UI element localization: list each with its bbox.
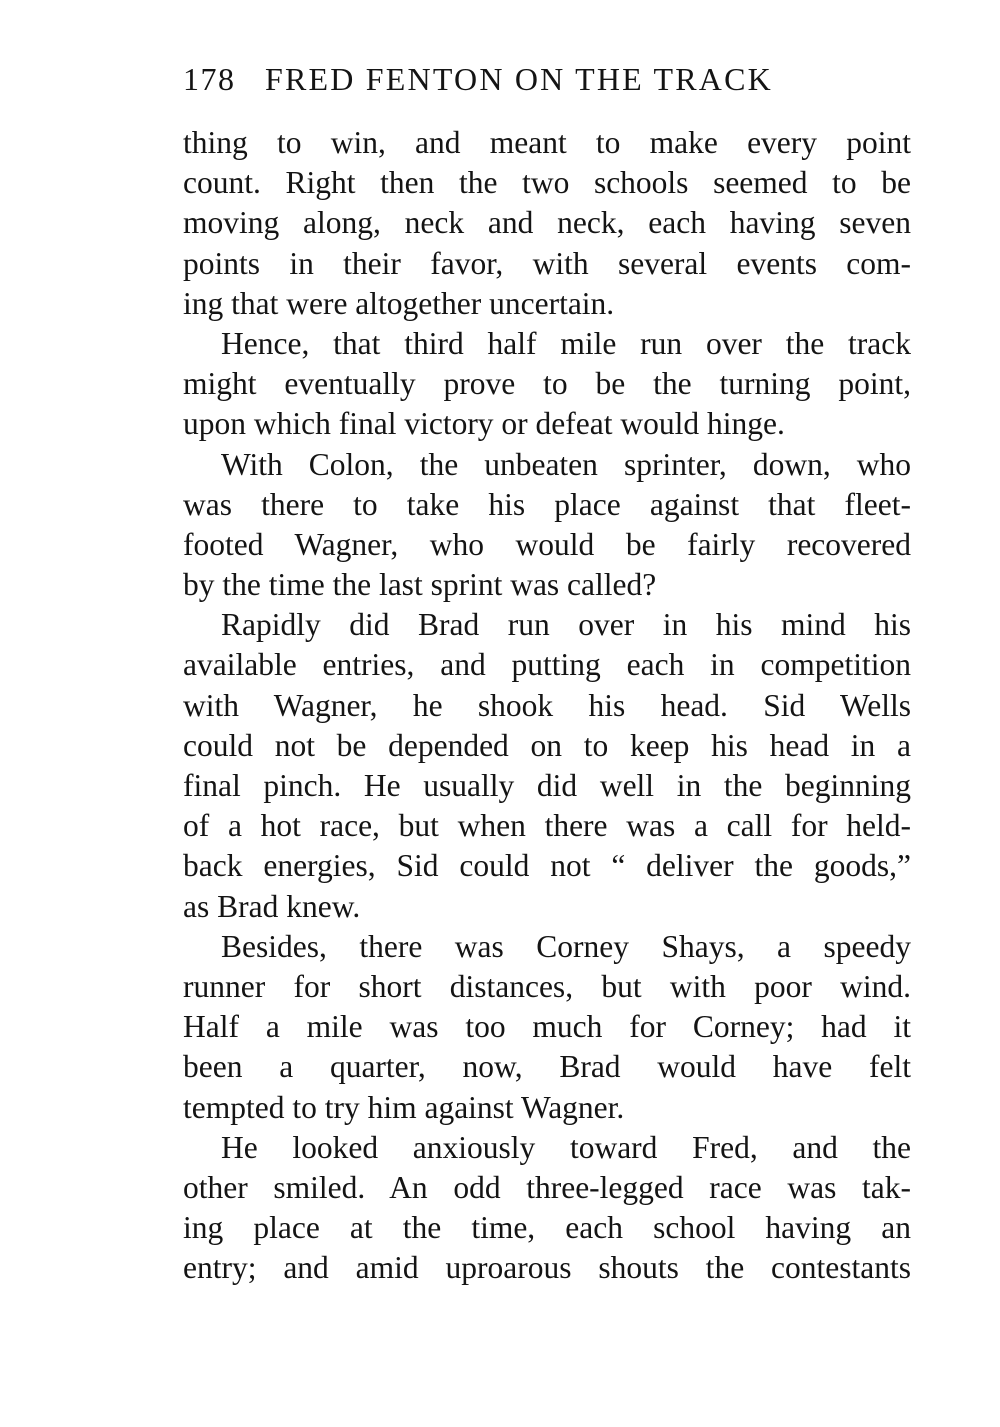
paragraph: [183, 927, 911, 1128]
text-line: Hence, that third half mile run over the track: [221, 325, 911, 361]
paragraph: [183, 445, 911, 606]
text-line: entry; and amid uproarous shouts the contestants: [183, 1250, 911, 1286]
paragraph: [183, 1128, 911, 1289]
text-line: might eventually prove to be the turning point,: [183, 366, 911, 402]
running-title: FRED FENTON ON THE TRACK: [265, 61, 773, 97]
paragraph: [183, 123, 911, 324]
text-line: final pinch. He usually did well in the beginning: [183, 768, 911, 803]
text-line: footed Wagner, who would be fairly recovered: [183, 526, 911, 562]
text-line: Besides, there was Corney Shays, a speedy: [221, 928, 911, 964]
running-header: [183, 56, 911, 102]
text-line: ing that were altogether uncertain.: [183, 285, 615, 321]
text-line: other smiled. An odd three-legged race was tak-: [183, 1169, 911, 1205]
text-line: been a quarter, now, Brad would have felt: [183, 1049, 911, 1085]
body-text: [183, 123, 911, 1288]
text-line: available entries, and putting each in competition: [183, 647, 911, 683]
paragraph: [183, 605, 911, 927]
text-line: thing to win, and meant to make every point: [183, 125, 911, 160]
paragraph: [183, 324, 911, 445]
page-number: 178: [183, 61, 236, 97]
text-line: as Brad knew.: [183, 888, 361, 924]
text-line: of a hot race, but when there was a call for held-: [183, 808, 911, 844]
text-line: upon which final victory or defeat would hinge.: [183, 406, 785, 442]
text-line: He looked anxiously toward Fred, and the: [221, 1129, 911, 1165]
text-line: ing place at the time, each school having an: [183, 1210, 911, 1246]
text-line: with Wagner, he shook his head. Sid Wells: [183, 687, 911, 723]
text-line: points in their favor, with several events com-: [183, 245, 911, 281]
text-line: was there to take his place against that fleet-: [183, 486, 911, 522]
text-line: count. Right then the two schools seemed to be: [183, 165, 911, 201]
text-line: Half a mile was too much for Corney; had it: [183, 1009, 911, 1045]
text-line: Rapidly did Brad run over in his mind his: [221, 607, 911, 643]
text-line: could not be depended on to keep his head in a: [183, 727, 911, 763]
text-line: by the time the last sprint was called?: [183, 567, 657, 603]
text-line: tempted to try him against Wagner.: [183, 1089, 625, 1125]
text-line: moving along, neck and neck, each having seven: [183, 205, 911, 241]
text-line: With Colon, the unbeaten sprinter, down, who: [221, 446, 911, 482]
text-line: back energies, Sid could not “ deliver the goods,”: [183, 848, 911, 884]
text-line: runner for short distances, but with poor wind.: [183, 968, 911, 1004]
